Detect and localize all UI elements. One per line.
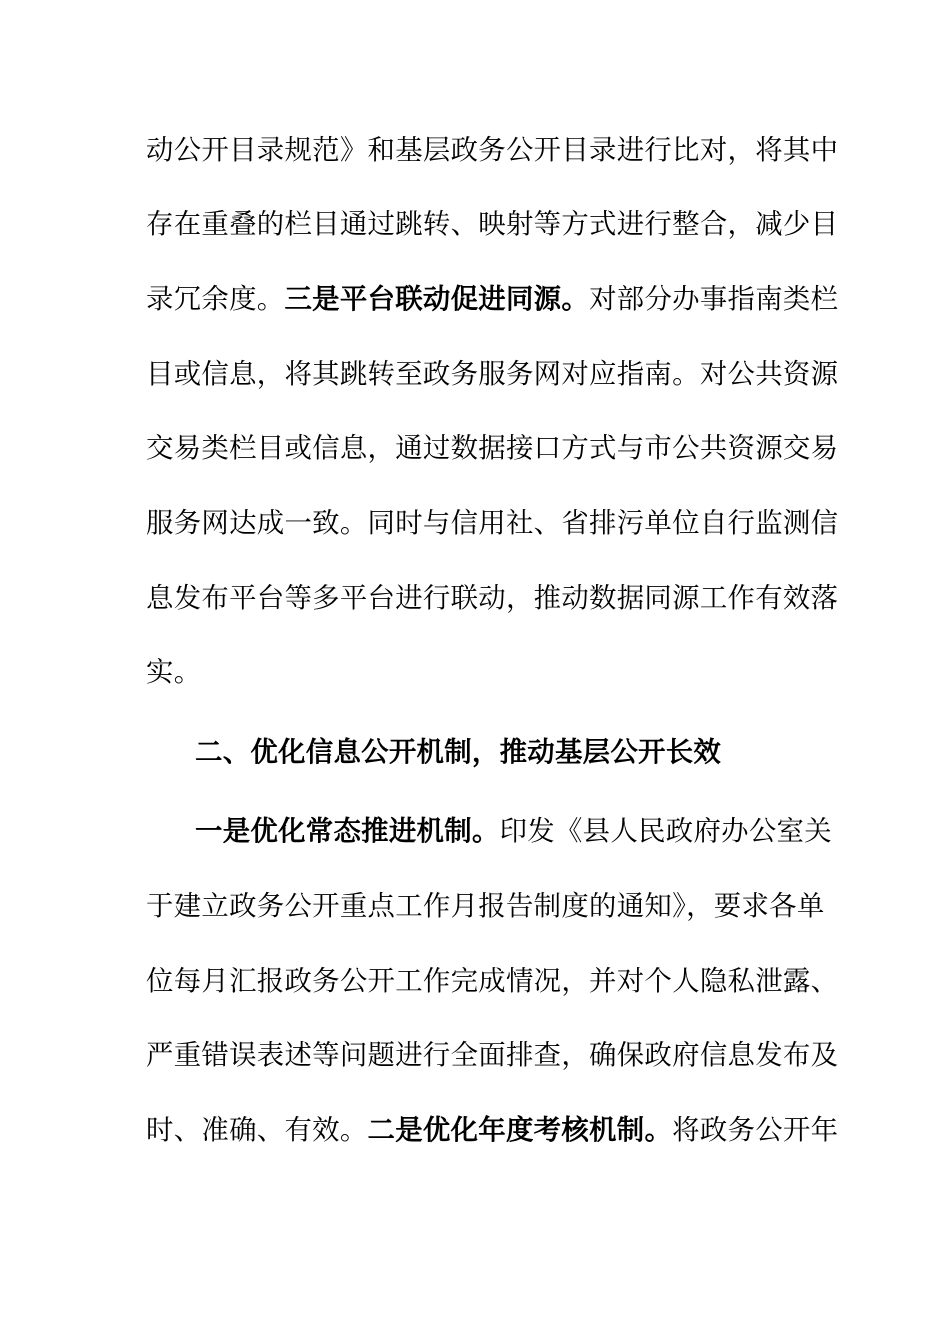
paragraph-line-12 [146, 1036, 838, 1076]
text-run: 严重错误表述等问题进行全面排查，确保政府信息发布及 [146, 1040, 839, 1071]
text-run: 对部分办事指南类栏 [589, 284, 839, 315]
text-run: 服务网达成一致。同时与信用社、省排污单位自行监测信 [146, 508, 839, 539]
text-run: 动公开目录规范》和基层政务公开目录进行比对，将其中 [146, 135, 839, 166]
paragraph-line-13 [146, 1111, 838, 1151]
text-run: 存在重叠的栏目通过跳转、映射等方式进行整合，减少目 [146, 209, 839, 240]
paragraph-line-3 [146, 280, 838, 320]
bold-lead-phrase: 三是平台联动促进同源。 [284, 284, 590, 315]
paragraph-line-6 [146, 504, 838, 544]
section-heading [195, 733, 721, 773]
paragraph-line-7 [146, 579, 838, 619]
text-run: 将政务公开年 [672, 1115, 839, 1146]
text-run: 实。 [146, 657, 202, 688]
text-run: 于建立政务公开重点工作月报告制度的通知》，要求各单 [146, 891, 825, 922]
bold-lead-phrase: 二是优化年度考核机制。 [367, 1115, 673, 1146]
text-run: 位每月汇报政务公开工作完成情况，并对个人隐私泄露、 [146, 966, 839, 997]
text-run: 交易类栏目或信息，通过数据接口方式与市公共资源交易 [146, 433, 839, 464]
paragraph-line-11 [146, 962, 838, 1002]
text-run: 息发布平台等多平台进行联动，推动数据同源工作有效落 [146, 583, 839, 614]
paragraph-line-5 [146, 429, 838, 469]
paragraph-line-2 [146, 205, 838, 245]
paragraph-line-1 [146, 131, 838, 171]
paragraph-line-8 [146, 653, 201, 693]
text-run: 时、准确、有效。 [146, 1115, 368, 1146]
paragraph-line-4 [146, 355, 838, 395]
paragraph-line-10 [146, 887, 825, 927]
text-run: 印发《县人民政府办公室关 [499, 816, 832, 847]
heading-text: 二、优化信息公开机制，推动基层公开长效 [195, 737, 722, 768]
bold-lead-phrase: 一是优化常态推进机制。 [195, 816, 500, 847]
paragraph-line-9 [195, 812, 832, 852]
text-run: 目或信息，将其跳转至政务服务网对应指南。对公共资源 [146, 359, 839, 390]
text-run: 录冗余度。 [146, 284, 285, 315]
